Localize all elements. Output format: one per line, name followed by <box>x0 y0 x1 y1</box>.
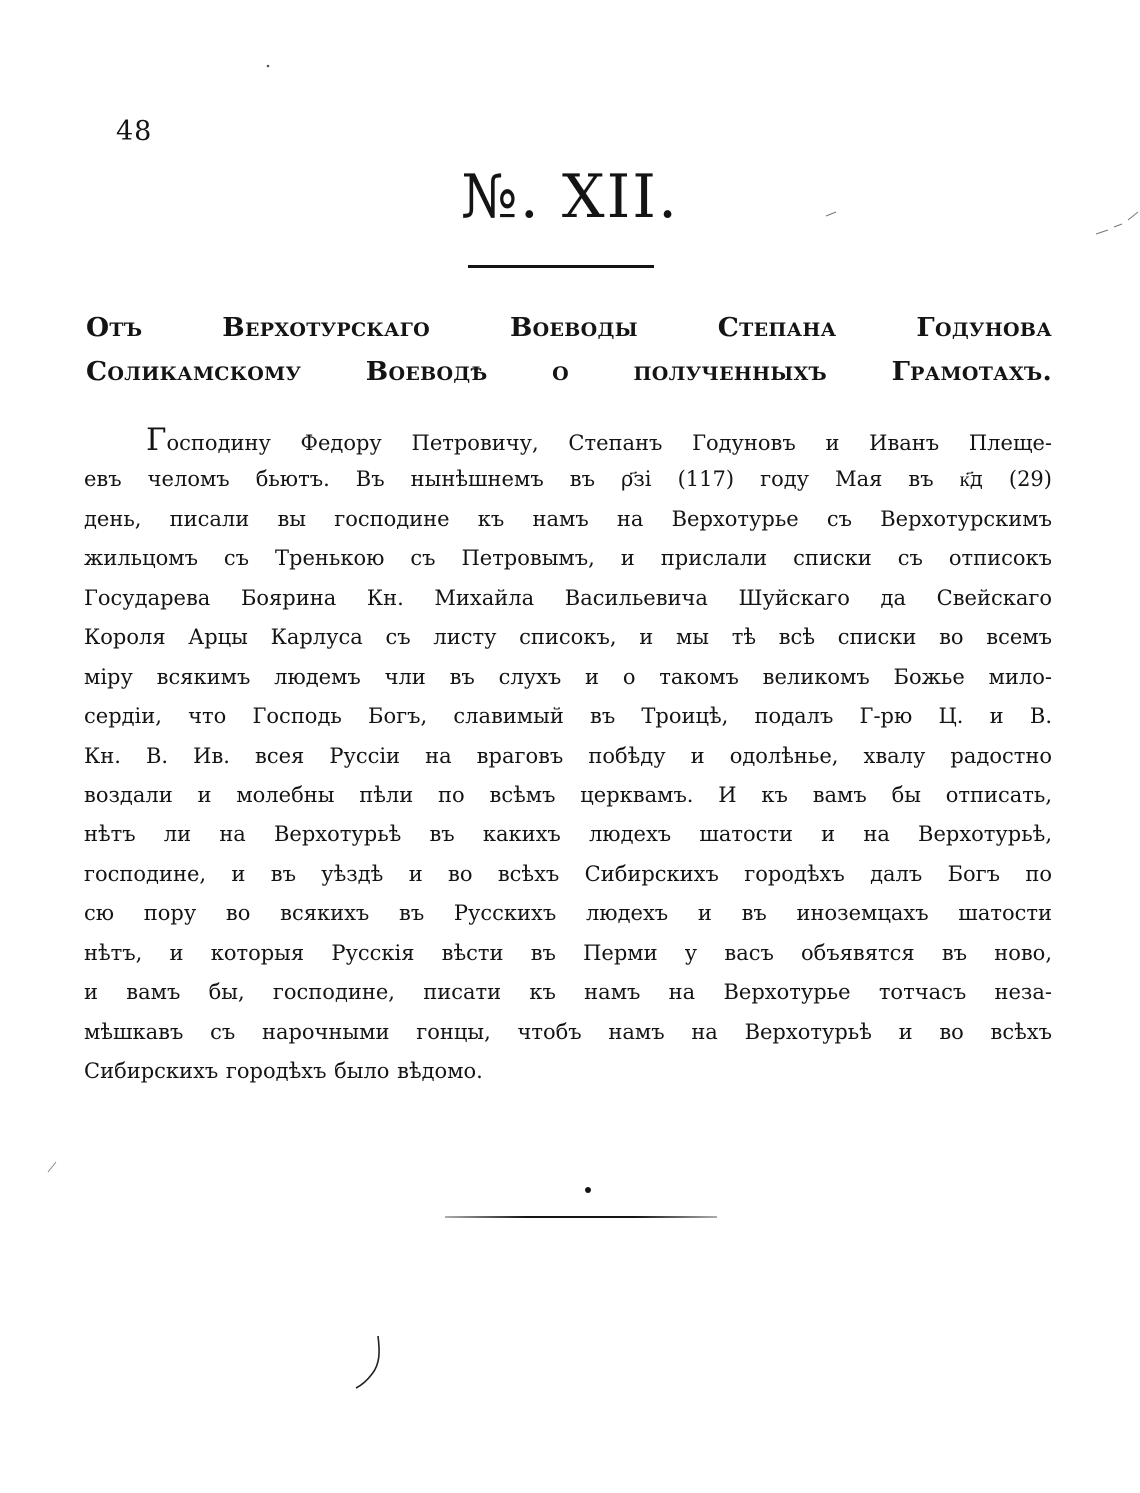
body-line <box>84 421 1052 460</box>
body-line-text: осподину Федору Петровичу, Степанъ Годуновъ и Иванъ Плеще- <box>166 431 1052 455</box>
closing-divider <box>445 1216 717 1218</box>
letter-body <box>84 421 1052 1091</box>
scan-pen-stroke-mark <box>350 1332 390 1392</box>
title-line-1: Отъ Верхотурскаго Воеводы Степана Годунова <box>86 312 1052 343</box>
body-line: Сибирскихъ городѣхъ было вѣдомо. <box>84 1059 483 1083</box>
body-line: день, писали вы господине къ намъ на Верхотурье съ Верхотурскимъ <box>84 506 1052 531</box>
title-line-2: Соликамскому Воеводѣ о полученныхъ Грамотахъ. <box>86 356 1052 387</box>
body-line: сю пору во всякихъ въ Русскихъ людехъ и въ иноземцахъ шатости <box>84 901 1052 926</box>
scan-dash-mark <box>46 1160 58 1174</box>
title-divider <box>468 265 654 268</box>
page-number: 48 <box>116 116 153 147</box>
body-line: Кн. В. Ив. всея Руссіи на враговъ побѣду и одолѣнье, хвалу радостно <box>84 743 1052 768</box>
body-line: евъ челомъ бьютъ. Въ нынѣшнемъ въ ρ҃зі (117) году Мая въ к҃д (29) <box>84 467 1052 492</box>
document-title <box>86 306 1052 394</box>
scan-dash-mark <box>1094 208 1140 238</box>
body-line: Государева Боярина Кн. Михайла Васильевича Шуйскаго да Свейскаго <box>84 585 1052 610</box>
body-line: мѣшкавъ съ нарочными гонцы, чтобъ намъ на Верхотурьѣ и во всѣхъ <box>84 1019 1052 1044</box>
body-line: сердіи, что Господь Богъ, славимый въ Троицѣ, подалъ Г-рю Ц. и В. <box>84 704 1052 729</box>
body-line: воздали и молебны пѣли по всѣмъ церквамъ. И къ вамъ бы отписать, <box>84 782 1052 807</box>
body-line: господине, и въ уѣздѣ и во всѣхъ Сибирскихъ городѣхъ далъ Богъ по <box>84 861 1052 886</box>
document-number: №. XII. <box>460 162 680 232</box>
scan-dash-mark <box>824 210 838 218</box>
body-line: нѣтъ ли на Верхотурьѣ въ какихъ людехъ шатости и на Верхотурьѣ, <box>84 822 1052 847</box>
body-line: нѣтъ, и которыя Русскія вѣсти въ Перми у васъ объявятся въ ново, <box>84 940 1052 965</box>
body-line: и вамъ бы, господине, писати къ намъ на Верхотурье тотчасъ неза- <box>84 980 1052 1005</box>
body-line: міру всякимъ людемъ чли въ слухъ и о такомъ великомъ Божье мило- <box>84 664 1052 689</box>
body-line: жильцомъ съ Тренькою съ Петровымъ, и прислали списки съ отписокъ <box>84 546 1052 571</box>
ornament-dot <box>585 1187 591 1193</box>
drop-cap: Г <box>146 422 167 458</box>
scan-speck-mark <box>264 62 272 70</box>
body-line: Короля Арцы Карлуса съ листу списокъ, и мы тѣ всѣ списки во всемъ <box>84 625 1052 650</box>
